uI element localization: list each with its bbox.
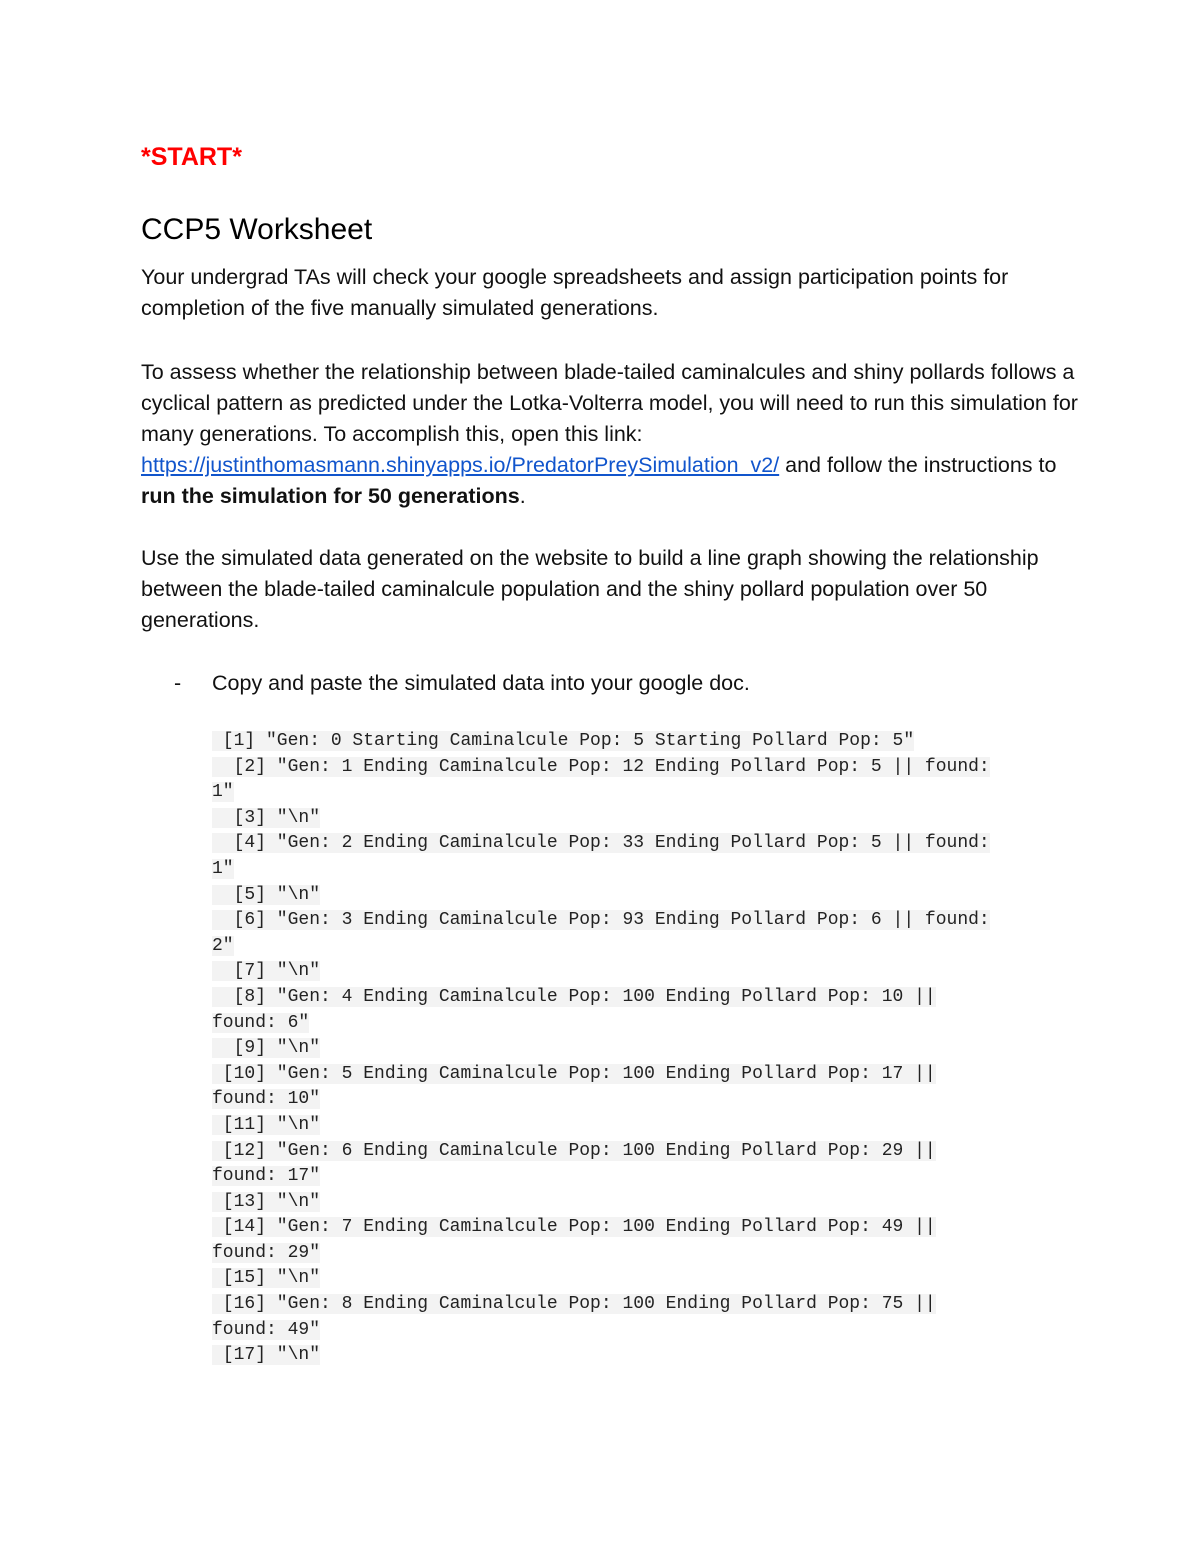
code-line xyxy=(212,908,1062,934)
code-line xyxy=(212,1318,1062,1344)
code-line-text: [15] "\n" xyxy=(212,1268,321,1289)
code-line-text: found: 17" xyxy=(212,1166,321,1187)
simulated-data-block xyxy=(212,729,1062,1369)
code-line xyxy=(212,1215,1062,1241)
code-line xyxy=(212,883,1062,909)
code-line-text: found: 6" xyxy=(212,1012,310,1033)
code-line xyxy=(212,857,1062,883)
code-line xyxy=(212,985,1062,1011)
paragraph-simulation-instructions xyxy=(141,357,1081,512)
code-line-text: [10] "Gen: 5 Ending Caminalcule Pop: 100 Ending Pollard Pop: 17 || xyxy=(212,1063,936,1084)
code-line-text: [13] "\n" xyxy=(212,1191,321,1212)
code-line-text: [4] "Gen: 2 Ending Caminalcule Pop: 33 Ending Pollard Pop: 5 || found: xyxy=(212,833,990,854)
code-line xyxy=(212,1139,1062,1165)
code-line-text: found: 10" xyxy=(212,1089,321,1110)
code-line-text: found: 29" xyxy=(212,1242,321,1263)
page-title: CCP5 Worksheet xyxy=(141,213,373,246)
code-line-text: [12] "Gen: 6 Ending Caminalcule Pop: 100 Ending Pollard Pop: 29 || xyxy=(212,1140,936,1161)
code-line-text: [6] "Gen: 3 Ending Caminalcule Pop: 93 Ending Pollard Pop: 6 || found: xyxy=(212,910,990,931)
paragraph-line-graph: Use the simulated data generated on the website to build a line graph showing the relationship between the blade-tailed caminalcule population and the shiny pollard population over 50 generations. xyxy=(141,546,1039,632)
paragraph-ta-check: Your undergrad TAs will check your google spreadsheets and assign participation points for completion of the five manually simulated generations. xyxy=(141,265,1009,320)
code-line-text: 1" xyxy=(212,858,234,879)
code-line-text: [5] "\n" xyxy=(212,884,321,905)
code-line-text: [9] "\n" xyxy=(212,1038,321,1059)
code-line-text: [14] "Gen: 7 Ending Caminalcule Pop: 100 Ending Pollard Pop: 49 || xyxy=(212,1217,936,1238)
code-line-text: found: 49" xyxy=(212,1319,321,1340)
code-line-text: [8] "Gen: 4 Ending Caminalcule Pop: 100 Ending Pollard Pop: 10 || xyxy=(212,986,936,1007)
code-line xyxy=(212,1164,1062,1190)
bullet-dash: - xyxy=(174,671,182,695)
code-line xyxy=(212,1241,1062,1267)
code-line-text: [16] "Gen: 8 Ending Caminalcule Pop: 100 Ending Pollard Pop: 75 || xyxy=(212,1294,936,1315)
code-line xyxy=(212,1113,1062,1139)
code-line-text: [17] "\n" xyxy=(212,1345,321,1366)
code-line xyxy=(212,959,1062,985)
code-line xyxy=(212,1292,1062,1318)
bold-instruction: run the simulation for 50 generations xyxy=(141,484,520,508)
code-line-text: 2" xyxy=(212,935,234,956)
paragraph-text: To assess whether the relationship between blade-tailed caminalcules and shiny pollards follows a cyclical pattern as predicted under the Lotka-Volterra model, you will need to run this simulation for many generations. To accomplish this, open this link: xyxy=(141,360,1078,446)
code-line-text: [7] "\n" xyxy=(212,961,321,982)
code-line xyxy=(212,1190,1062,1216)
code-line xyxy=(212,1266,1062,1292)
paragraph-text: . xyxy=(519,484,526,508)
bullet-item xyxy=(174,668,750,699)
start-marker: *START* xyxy=(141,143,242,171)
code-line xyxy=(212,729,1062,755)
code-line xyxy=(212,831,1062,857)
code-line xyxy=(212,1011,1062,1037)
code-line xyxy=(212,806,1062,832)
code-line-text: [1] "Gen: 0 Starting Caminalcule Pop: 5 Starting Pollard Pop: 5" xyxy=(212,731,915,751)
code-line xyxy=(212,1087,1062,1113)
code-line-text: [2] "Gen: 1 Ending Caminalcule Pop: 12 Ending Pollard Pop: 5 || found: xyxy=(212,756,990,777)
code-line xyxy=(212,1062,1062,1088)
code-line xyxy=(212,1343,1062,1369)
code-line-text: [11] "\n" xyxy=(212,1114,321,1135)
code-line-text: 1" xyxy=(212,782,234,803)
paragraph-text: and follow the instructions to xyxy=(779,453,1057,477)
code-line-text: [3] "\n" xyxy=(212,807,321,828)
simulation-link[interactable]: https://justinthomasmann.shinyapps.io/PredatorPreySimulation_v2/ xyxy=(141,453,780,477)
code-line xyxy=(212,934,1062,960)
code-line xyxy=(212,780,1062,806)
code-line xyxy=(212,1036,1062,1062)
code-line xyxy=(212,755,1062,781)
bullet-text: Copy and paste the simulated data into your google doc. xyxy=(212,671,750,695)
